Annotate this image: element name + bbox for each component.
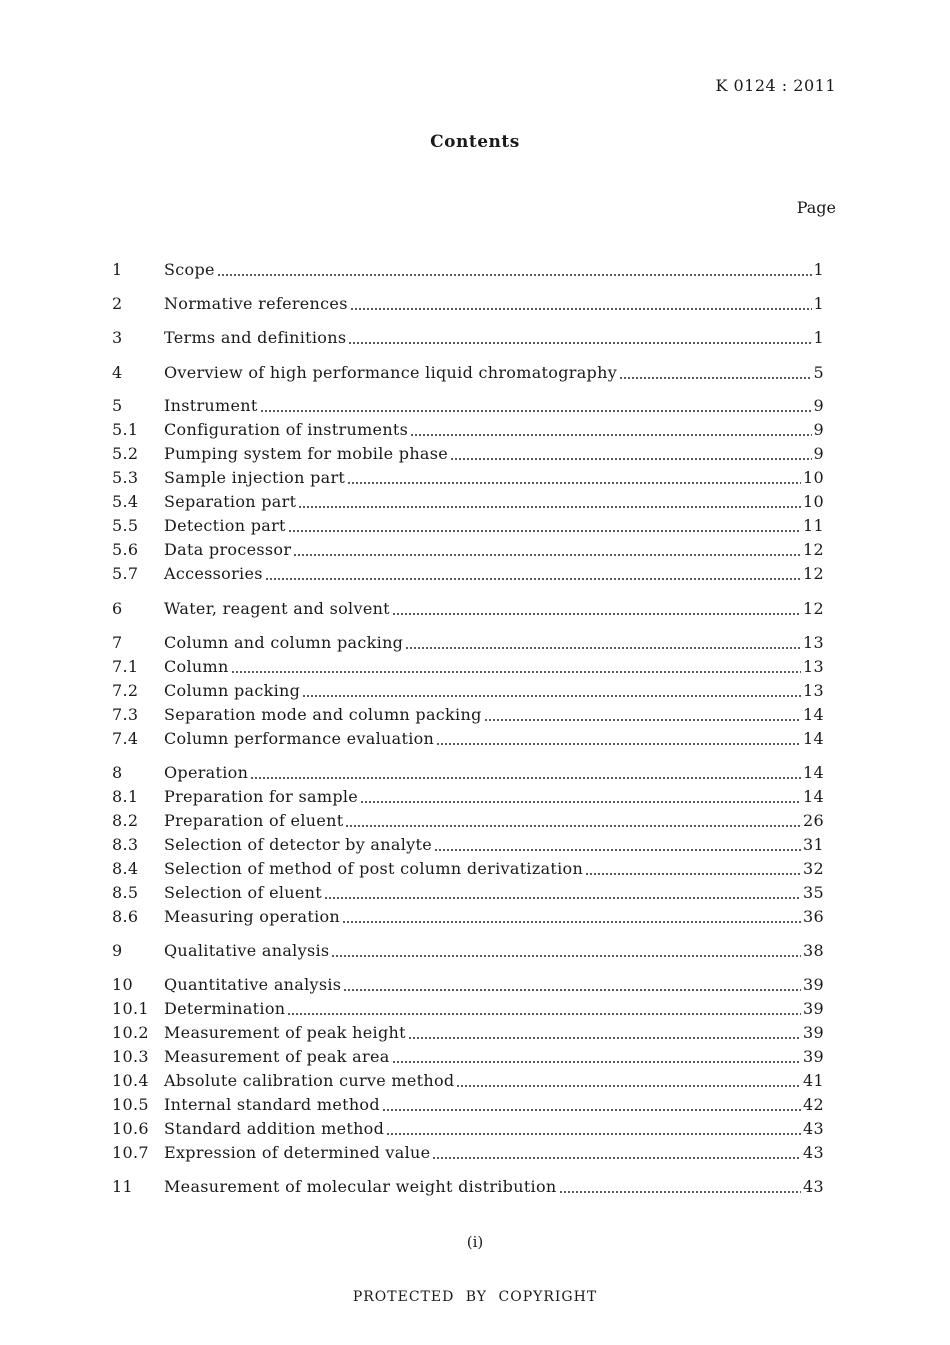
toc-entry-number: 8.6 [112,907,139,926]
dot-leader [293,538,801,562]
toc-entry-number: 8.4 [112,859,139,878]
dot-leader [585,857,801,881]
toc-entry-number: 10.6 [112,1119,149,1138]
toc-entry-title: Expression of determined value [164,1143,431,1162]
dot-leader [386,1117,801,1141]
toc-entry-title: Instrument [164,396,258,415]
toc-entry-number: 5.5 [112,516,139,535]
toc-entry-title: Measurement of peak area [164,1047,390,1066]
toc-entry-title: Detection part [164,516,286,535]
toc-entry[interactable] [112,1117,824,1141]
toc-entry[interactable] [112,490,824,514]
toc-entry-page: 42 [803,1095,824,1114]
toc-entry-title: Preparation for sample [164,787,359,806]
toc-entry-title: Selection of detector by analyte [164,835,432,854]
toc-entry-number: 11 [112,1177,133,1196]
dot-leader [324,881,801,905]
toc-entry-title: Determination [164,999,286,1018]
standard-number: K 0124 : 2011 [715,76,836,95]
toc-entry-title: Overview of high performance liquid chromatography [164,363,618,382]
toc-entry-page: 39 [803,1023,824,1042]
page-column-label: Page [796,198,836,217]
toc-entry-title: Normative references [164,294,348,313]
toc-entry-page: 1 [813,294,824,313]
toc-entry-number: 5.7 [112,564,139,583]
toc-entry-title: Measuring operation [164,907,341,926]
dot-leader [436,727,801,751]
toc-entry[interactable] [112,562,824,586]
toc-entry-title: Quantitative analysis [164,975,342,994]
toc-entry[interactable] [112,1141,824,1165]
toc-entry-title: Terms and definitions [164,328,347,347]
dot-leader [432,1141,801,1165]
toc-entry-page: 12 [803,599,824,618]
toc-entry-title: Scope [164,260,215,279]
toc-entry-page: 9 [813,444,824,463]
toc-entry-number: 8 [112,763,123,782]
toc-entry[interactable] [112,1175,824,1199]
toc-entry-number: 10.4 [112,1071,149,1090]
toc-entry[interactable] [112,292,824,316]
toc-entry[interactable] [112,857,824,881]
toc-entry-number: 5 [112,396,123,415]
toc-entry[interactable] [112,997,824,1021]
toc-entry[interactable] [112,514,824,538]
dot-leader [298,490,801,514]
dot-leader [265,562,801,586]
toc-entry-page: 39 [803,975,824,994]
dot-leader [434,833,801,857]
dot-leader [231,655,801,679]
toc-entry-number: 7.2 [112,681,139,700]
dot-leader [342,905,801,929]
dot-leader [410,418,811,442]
toc-entry[interactable] [112,597,824,621]
toc-entry-title: Column and column packing [164,633,404,652]
dot-leader [392,1045,801,1069]
toc-entry[interactable] [112,394,824,418]
dot-leader [288,514,801,538]
toc-entry[interactable] [112,809,824,833]
toc-entry[interactable] [112,703,824,727]
dot-leader [250,761,801,785]
toc-entry-number: 8.3 [112,835,139,854]
toc-entry-page: 13 [803,681,824,700]
toc-entry-page: 13 [803,633,824,652]
toc-entry-title: Preparation of eluent [164,811,344,830]
dot-leader [348,326,811,350]
toc-entry-page: 9 [813,420,824,439]
toc-entry-number: 4 [112,363,123,382]
toc-entry-number: 10.1 [112,999,149,1018]
toc-entry-page: 10 [803,468,824,487]
toc-entry-number: 10.5 [112,1095,149,1114]
toc-entry-page: 43 [803,1119,824,1138]
toc-entry-page: 41 [803,1071,824,1090]
toc-entry-number: 7.3 [112,705,139,724]
toc-entry[interactable] [112,679,824,703]
toc-entry-title: Selection of method of post column derivatization [164,859,584,878]
dot-leader [450,442,811,466]
toc-entry-page: 39 [803,999,824,1018]
toc-entry-number: 5.1 [112,420,139,439]
toc-entry-title: Absolute calibration curve method [164,1071,455,1090]
toc-entry[interactable] [112,833,824,857]
toc-entry-title: Column [164,657,229,676]
toc-entry-title: Operation [164,763,249,782]
dot-leader [287,997,801,1021]
page-title: Contents [430,132,520,152]
dot-leader [484,703,801,727]
toc-entry-page: 9 [813,396,824,415]
toc-entry-title: Separation mode and column packing [164,705,482,724]
toc-entry[interactable] [112,905,824,929]
toc-entry-title: Accessories [164,564,263,583]
toc-entry-page: 1 [813,328,824,347]
toc-entry-number: 7.4 [112,729,139,748]
toc-entry-page: 26 [803,811,824,830]
toc-entry-number: 10.7 [112,1143,149,1162]
dot-leader [619,361,811,385]
toc-entry[interactable] [112,1021,824,1045]
toc-entry-number: 6 [112,599,123,618]
toc-entry-page: 32 [803,859,824,878]
toc-entry[interactable] [112,361,824,385]
dot-leader [347,466,801,490]
toc-entry-page: 14 [803,705,824,724]
toc-entry-title: Standard addition method [164,1119,385,1138]
toc-entry-page: 14 [803,729,824,748]
toc-entry-title: Column packing [164,681,301,700]
toc-entry-title: Selection of eluent [164,883,322,902]
toc-entry[interactable] [112,442,824,466]
page-folio: (i) [466,1233,484,1251]
toc-entry-page: 1 [813,260,824,279]
toc-entry-page: 31 [803,835,824,854]
toc-entry-title: Internal standard method [164,1095,380,1114]
toc-entry[interactable] [112,761,824,785]
toc-entry-page: 36 [803,907,824,926]
toc-entry-number: 7 [112,633,123,652]
toc-entry[interactable] [112,785,824,809]
dot-leader [408,1021,801,1045]
toc-entry-number: 8.1 [112,787,139,806]
toc-entry-title: Measurement of molecular weight distribution [164,1177,557,1196]
toc-entry-number: 10.3 [112,1047,149,1066]
toc-entry-page: 38 [803,941,824,960]
dot-leader [392,597,801,621]
dot-leader [343,973,801,997]
toc-entry-number: 8.2 [112,811,139,830]
dot-leader [331,939,801,963]
toc-entry-title: Separation part [164,492,297,511]
toc-entry-page: 39 [803,1047,824,1066]
toc-entry[interactable] [112,1093,824,1117]
toc-entry-page: 12 [803,564,824,583]
toc-entry[interactable] [112,258,824,282]
dot-leader [260,394,812,418]
toc-entry[interactable] [112,939,824,963]
toc-entry-page: 13 [803,657,824,676]
toc-entry-number: 5.6 [112,540,139,559]
toc-entry[interactable] [112,727,824,751]
toc-entry-title: Configuration of instruments [164,420,409,439]
toc-entry[interactable] [112,655,824,679]
toc-entry-page: 14 [803,763,824,782]
toc-entry-page: 14 [803,787,824,806]
toc-entry-title: Pumping system for mobile phase [164,444,449,463]
toc-entry[interactable] [112,418,824,442]
toc-entry-number: 10 [112,975,133,994]
dot-leader [302,679,801,703]
toc-entry-title: Measurement of peak height [164,1023,406,1042]
toc-entry-title: Column performance evaluation [164,729,435,748]
toc-entry-page: 5 [813,363,824,382]
toc-entry-page: 35 [803,883,824,902]
toc-entry-number: 8.5 [112,883,139,902]
toc-entry-page: 11 [803,516,824,535]
toc-entry[interactable] [112,326,824,350]
toc-entry-number: 1 [112,260,123,279]
dot-leader [405,631,801,655]
toc-entry-number: 5.2 [112,444,139,463]
dot-leader [217,258,812,282]
toc-entry-number: 9 [112,941,123,960]
toc-entry-page: 12 [803,540,824,559]
dot-leader [345,809,801,833]
toc-entry-number: 3 [112,328,123,347]
toc-entry[interactable] [112,881,824,905]
dot-leader [456,1069,801,1093]
toc-entry-number: 5.4 [112,492,139,511]
toc-entry-title: Qualitative analysis [164,941,330,960]
copyright-notice: PROTECTED BY COPYRIGHT [352,1289,598,1305]
toc-entry[interactable] [112,631,824,655]
dot-leader [382,1093,801,1117]
toc-entry-title: Sample injection part [164,468,346,487]
toc-entry-number: 10.2 [112,1023,149,1042]
toc-entry[interactable] [112,466,824,490]
toc-entry[interactable] [112,1069,824,1093]
dot-leader [559,1175,802,1199]
toc-entry-page: 43 [803,1143,824,1162]
toc-entry-page: 43 [803,1177,824,1196]
dot-leader [350,292,812,316]
toc-entry[interactable] [112,1045,824,1069]
toc-entry-title: Water, reagent and solvent [164,599,390,618]
toc-entry-number: 5.3 [112,468,139,487]
toc-entry[interactable] [112,538,824,562]
toc-entry-number: 2 [112,294,123,313]
toc-entry-title: Data processor [164,540,292,559]
dot-leader [360,785,801,809]
toc-entry-number: 7.1 [112,657,139,676]
toc-entry[interactable] [112,973,824,997]
toc-entry-page: 10 [803,492,824,511]
